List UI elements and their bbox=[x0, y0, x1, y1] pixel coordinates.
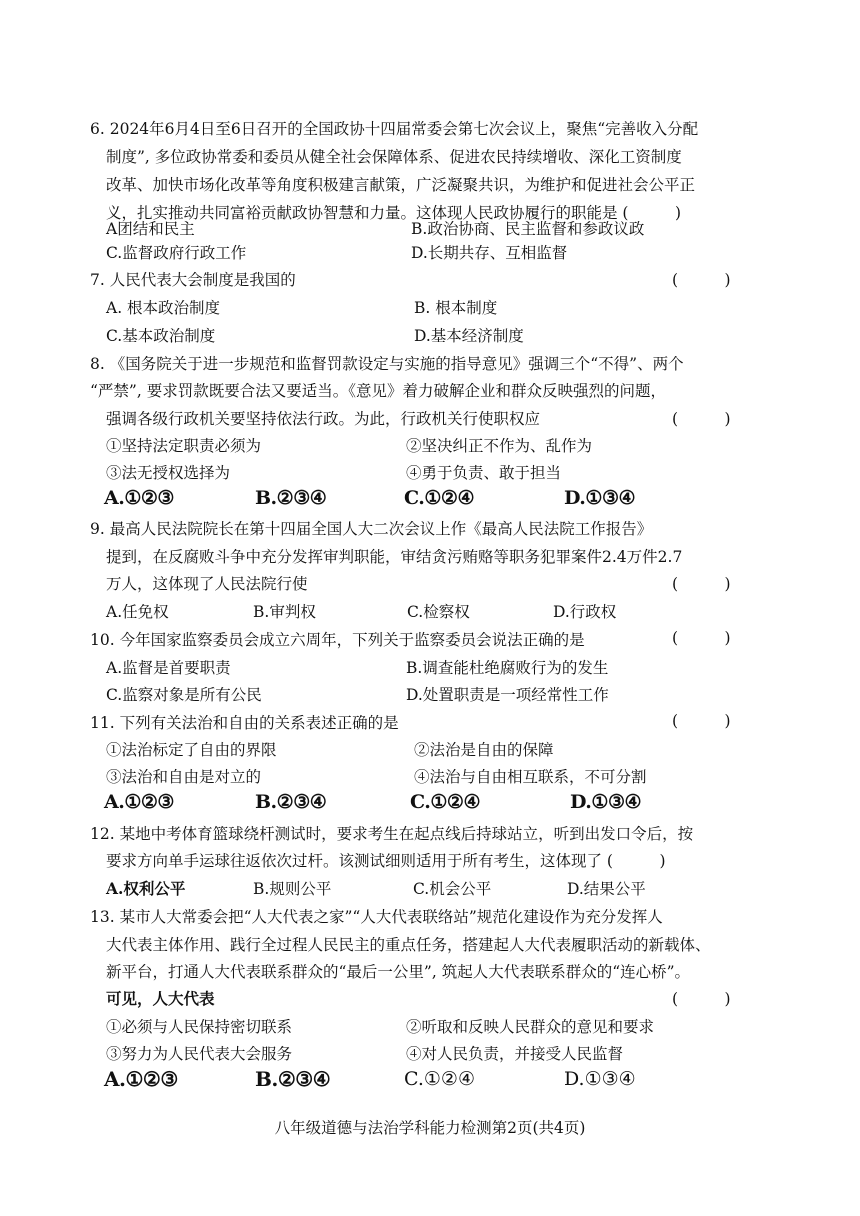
q13-option-d: D.①③④ bbox=[564, 1068, 636, 1090]
q13-line-1: 13. 某市人大常委会把“人大代表之家”“人大代表联络站”规范化建设作为充分发挥人 bbox=[90, 908, 663, 926]
q13-line-4: 可见，人大代表 bbox=[106, 989, 215, 1008]
q7-option-d: D.基本经济制度 bbox=[414, 327, 524, 345]
q13-line-3: 新平台，打通人大代表联系群众的“最后一公里”, 筑起人大代表联系群众的“连心桥”。 bbox=[106, 963, 691, 981]
q7-option-a: A. 根本政治制度 bbox=[106, 299, 221, 317]
q13-statement-2: ②听取和反映人民群众的意见和要求 bbox=[406, 1018, 655, 1036]
q11-option-d: D.①③④ bbox=[570, 791, 642, 813]
q6-line-1: 6. 2024年6月4日至6日召开的全国政协十四届常委会第七次会议上，聚焦“完善收入分配 bbox=[90, 120, 699, 138]
q13-statement-3: ③努力为人民代表大会服务 bbox=[106, 1045, 293, 1063]
q8-option-d: D.①③④ bbox=[564, 487, 636, 509]
q6-line-3: 改革、加快市场化改革等角度积极建言献策，广泛凝聚共识，为维护和促进社会公平正 bbox=[106, 176, 696, 194]
q8-option-c: C.①②④ bbox=[404, 487, 475, 509]
q11-statement-2: ②法治是自由的保障 bbox=[414, 741, 554, 759]
q13-statement-4: ④对人民负责，并接受人民监督 bbox=[406, 1045, 624, 1063]
q10-option-d: D.处置职责是一项经常性工作 bbox=[406, 686, 609, 704]
q11-option-c: C.①②④ bbox=[410, 791, 481, 813]
q12-line-2: 要求方向单手运球往返依次过杆。该测试细则适用于所有考生，这体现了 ( ) bbox=[106, 852, 666, 870]
q13-option-a: A.①②③ bbox=[104, 1067, 178, 1091]
q9-answer-blank: ( ) bbox=[672, 575, 731, 593]
q11-answer-blank: ( ) bbox=[672, 712, 731, 730]
q8-statement-3: ③法无授权选择为 bbox=[106, 464, 231, 482]
q12-line-1: 12. 某地中考体育篮球绕杆测试时，要求考生在起点线后持球站立，听到出发口令后，按 bbox=[90, 825, 694, 843]
q9-option-d: D.行政权 bbox=[553, 603, 617, 621]
q8-answer-blank: ( ) bbox=[672, 410, 731, 428]
q10-option-b: B.调查能杜绝腐败行为的发生 bbox=[406, 659, 609, 677]
q8-statement-2: ②坚决纠正不作为、乱作为 bbox=[406, 437, 593, 455]
q8-option-b: B.②③④ bbox=[255, 487, 327, 509]
q10-answer-blank: ( ) bbox=[672, 629, 731, 647]
page-footer: 八年级道德与法治学科能力检测第2页(共4页) bbox=[274, 1119, 586, 1137]
q11-option-a: A.①②③ bbox=[104, 791, 174, 813]
q9-option-a: A.任免权 bbox=[106, 603, 169, 621]
q8-statement-4: ④勇于负责、敢于担当 bbox=[406, 464, 562, 482]
q6-option-c: C.监督政府行政工作 bbox=[106, 244, 247, 262]
q6-option-d: D.长期共存、互相监督 bbox=[411, 244, 568, 262]
q13-option-b: B.②③④ bbox=[255, 1067, 331, 1091]
q11-statement-3: ③法治和自由是对立的 bbox=[106, 768, 262, 786]
q11-stem: 11. 下列有关法治和自由的关系表述正确的是 bbox=[90, 714, 399, 732]
q12-option-c: C.机会公平 bbox=[413, 880, 492, 898]
q6-line-4: 义，扎实推动共同富裕贡献政协智慧和力量。这体现人民政协履行的职能是 ( ) bbox=[106, 204, 682, 222]
q7-option-b: B. 根本制度 bbox=[414, 299, 498, 317]
q7-option-c: C.基本政治制度 bbox=[106, 327, 216, 345]
q8-option-a: A.①②③ bbox=[104, 487, 174, 509]
q13-answer-blank: ( ) bbox=[672, 990, 731, 1008]
q9-line-1: 9. 最高人民法院院长在第十四届全国人大二次会议上作《最高人民法院工作报告》 bbox=[90, 520, 653, 538]
q12-option-d: D.结果公平 bbox=[567, 880, 646, 898]
q11-statement-4: ④法治与自由相互联系，不可分割 bbox=[414, 768, 647, 786]
q13-option-c: C.①②④ bbox=[404, 1068, 475, 1090]
q6-line-2: 制度”, 多位政协常委和委员从健全社会保障体系、促进农民持续增收、深化工资制度 bbox=[106, 148, 682, 166]
q9-option-b: B.审判权 bbox=[253, 603, 316, 621]
q11-statement-1: ①法治标定了自由的界限 bbox=[106, 741, 277, 759]
q10-stem: 10. 今年国家监察委员会成立六周年，下列关于监察委员会说法正确的是 bbox=[90, 631, 585, 649]
q6-option-a: A团结和民主 bbox=[106, 220, 195, 238]
q7-stem: 7. 人民代表大会制度是我国的 bbox=[90, 271, 296, 289]
q6-option-b: B.政治协商、民主监督和参政议政 bbox=[411, 220, 645, 238]
q8-line-2: “严禁”, 要求罚款既要合法又要适当。《意见》着力破解企业和群众反映强烈的问题， bbox=[90, 382, 666, 400]
q9-line-3: 万人，这体现了人民法院行使 bbox=[106, 575, 308, 593]
q9-option-c: C.检察权 bbox=[407, 603, 470, 621]
q8-line-1: 8. 《国务院关于进一步规范和监督罚款设定与实施的指导意见》强调三个“不得”、两个 bbox=[90, 355, 684, 373]
q10-option-c: C.监察对象是所有公民 bbox=[106, 686, 262, 704]
q8-statement-1: ①坚持法定职责必须为 bbox=[106, 437, 262, 455]
q13-line-2: 大代表主体作用、践行全过程人民民主的重点任务，搭建起人大代表履职活动的新载体、 bbox=[106, 936, 711, 954]
q11-option-b: B.②③④ bbox=[255, 791, 327, 813]
q9-line-2: 提到，在反腐败斗争中充分发挥审判职能，审结贪污贿赂等职务犯罪案件2.4万件2.7 bbox=[106, 548, 683, 566]
q12-option-b: B.规则公平 bbox=[253, 880, 332, 898]
q8-line-3: 强调各级行政机关要坚持依法行政。为此，行政机关行使职权应 bbox=[106, 410, 541, 428]
q10-option-a: A.监督是首要职责 bbox=[106, 659, 231, 677]
q12-option-a: A.权利公平 bbox=[106, 879, 186, 898]
q13-statement-1: ①必须与人民保持密切联系 bbox=[106, 1018, 293, 1036]
q7-answer-blank: ( ) bbox=[672, 271, 731, 289]
